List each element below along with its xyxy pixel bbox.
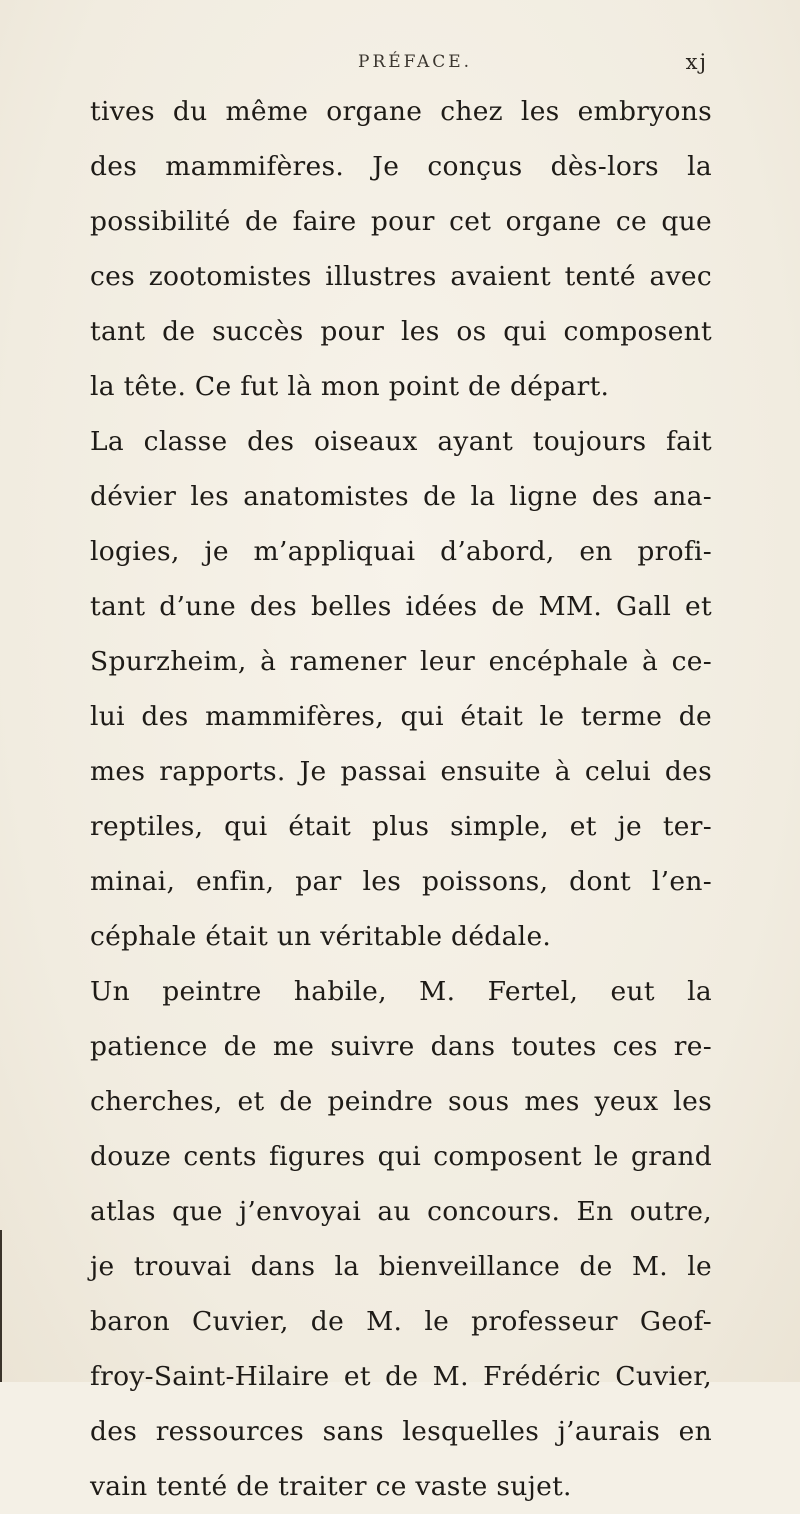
text-line: Spurzheim, à ramener leur encéphale à ce- xyxy=(90,646,712,677)
text-line: patience de me suivre dans toutes ces re- xyxy=(90,1031,712,1062)
running-title: PRÉFACE. xyxy=(358,52,473,72)
text-line: tives du même organe chez les embryons xyxy=(90,96,712,127)
text-line: dévier les anatomistes de la ligne des ana- xyxy=(90,481,712,512)
text-line: ces zootomistes illustres avaient tenté avec xyxy=(90,261,712,292)
text-line: froy-Saint-Hilaire et de M. Frédéric Cuvier, xyxy=(90,1361,712,1392)
text-line: des mammifères. Je conçus dès-lors la xyxy=(90,151,712,182)
text-line: mes rapports. Je passai ensuite à celui des xyxy=(90,756,712,787)
page-header xyxy=(88,52,708,86)
text-line: céphale était un véritable dédale. xyxy=(90,921,552,952)
text-line: vain tenté de traiter ce vaste sujet. xyxy=(90,1471,572,1502)
text-line: la tête. Ce fut là mon point de départ. xyxy=(90,371,610,402)
text-line: minai, enfin, par les poissons, dont l’en- xyxy=(90,866,712,897)
text-line: reptiles, qui était plus simple, et je ter- xyxy=(90,811,712,842)
binding-edge-line xyxy=(0,1230,2,1382)
text-line: possibilité de faire pour cet organe ce que xyxy=(90,206,712,237)
text-line: tant de succès pour les os qui composent xyxy=(90,316,712,347)
text-line: lui des mammifères, qui était le terme de xyxy=(90,701,712,732)
text-line: douze cents figures qui composent le grand xyxy=(90,1141,712,1172)
text-line: Un peintre habile, M. Fertel, eut la xyxy=(90,976,712,1007)
text-line: tant d’une des belles idées de MM. Gall et xyxy=(90,591,712,622)
text-line: des ressources sans lesquelles j’aurais en xyxy=(90,1416,712,1447)
page-number: xj xyxy=(685,50,708,74)
body-text xyxy=(90,84,712,1514)
text-line: logies, je m’appliquai d’abord, en profi- xyxy=(90,536,712,567)
text-line: je trouvai dans la bienveillance de M. le xyxy=(90,1251,712,1282)
text-line: baron Cuvier, de M. le professeur Geof- xyxy=(90,1306,712,1337)
text-line: La classe des oiseaux ayant toujours fait xyxy=(90,426,712,457)
text-line: atlas que j’envoyai au concours. En outre, xyxy=(90,1196,712,1227)
text-line: cherches, et de peindre sous mes yeux les xyxy=(90,1086,712,1117)
